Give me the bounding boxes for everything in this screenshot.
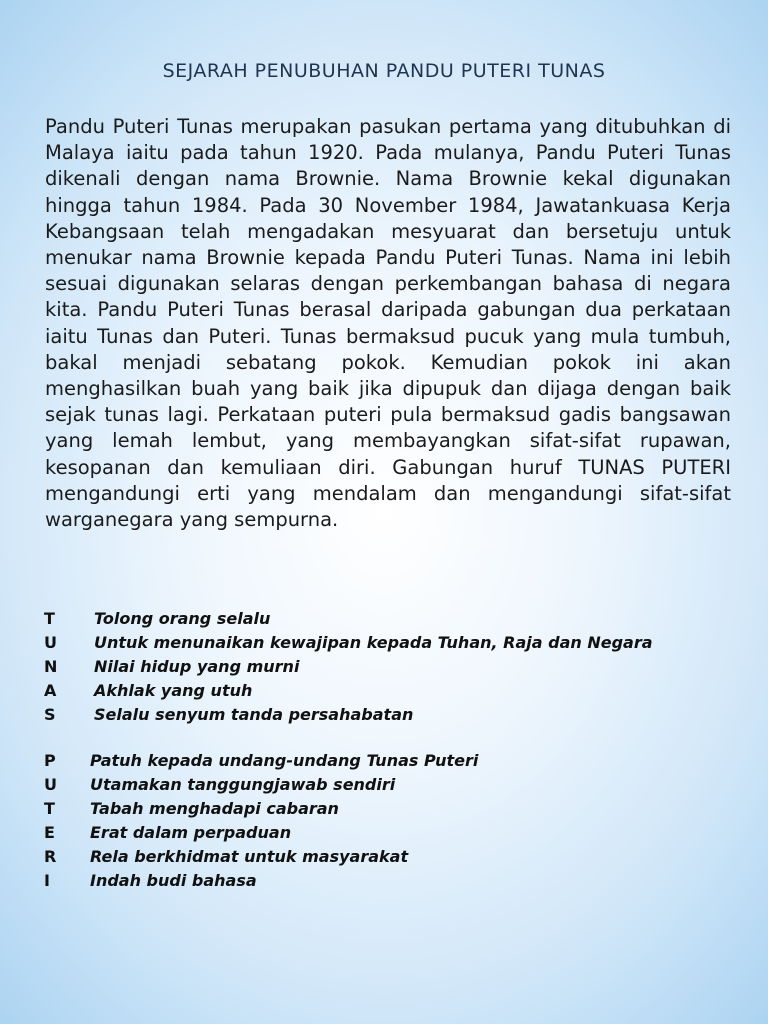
acronym-phrase: Patuh kepada undang-undang Tunas Puteri xyxy=(90,751,479,770)
acronym-letter: N xyxy=(44,657,58,676)
acronym-phrase: Indah budi bahasa xyxy=(90,871,257,890)
acronym-phrase: Erat dalam perpaduan xyxy=(90,823,292,842)
acronym-phrase: Akhlak yang utuh xyxy=(94,681,253,700)
list-item xyxy=(44,607,744,631)
list-item xyxy=(44,773,744,797)
acronym-letter: R xyxy=(44,847,57,866)
list-item xyxy=(44,821,744,845)
tunas-acronym-list xyxy=(44,607,744,727)
acronym-letter: A xyxy=(44,681,57,700)
acronym-phrase: Untuk menunaikan kewajipan kepada Tuhan, Raja dan Negara xyxy=(94,633,653,652)
acronym-phrase: Tolong orang selalu xyxy=(94,609,271,628)
acronym-letter: T xyxy=(44,799,55,818)
list-item xyxy=(44,655,744,679)
acronym-phrase: Nilai hidup yang murni xyxy=(94,657,300,676)
list-item xyxy=(44,679,744,703)
acronym-letter: I xyxy=(44,871,50,890)
list-item xyxy=(44,845,744,869)
acronym-letter: E xyxy=(44,823,55,842)
acronym-phrase: Selalu senyum tanda persahabatan xyxy=(94,705,414,724)
page-title: SEJARAH PENUBUHAN PANDU PUTERI TUNAS xyxy=(162,60,606,82)
list-item xyxy=(44,797,744,821)
list-item xyxy=(44,631,744,655)
acronym-letter: U xyxy=(44,775,57,794)
acronym-phrase: Rela berkhidmat untuk masyarakat xyxy=(90,847,409,866)
list-item xyxy=(44,749,744,773)
acronym-letter: U xyxy=(44,633,57,652)
acronym-phrase: Tabah menghadapi cabaran xyxy=(90,799,339,818)
acronym-phrase: Utamakan tanggungjawab sendiri xyxy=(90,775,396,794)
list-item xyxy=(44,869,744,893)
acronym-letter: T xyxy=(44,609,55,628)
history-paragraph: Pandu Puteri Tunas merupakan pasukan pertama yang ditubuhkan di Malaya iaitu pada tahun 1920. Pada mulanya, Pandu Puteri Tunas dikenali dengan nama Brownie. Nama Brownie kekal digunakan hingga tahun 1984. Pada 30 November 1984, Jawatankuasa Kerja Kebangsaan telah mengadakan mesyuarat dan bersetuju untuk menukar nama Brownie kepada Pandu Puteri Tunas. Nama ini lebih sesuai digunakan selaras dengan perkembangan bahasa di negara kita. Pandu Puteri Tunas berasal daripada gabungan dua perkataan iaitu Tunas dan Puteri. Tunas bermaksud pucuk yang mula tumbuh, bakal menjadi sebatang pokok. Kemudian pokok ini akan menghasilkan buah yang baik jika dipupuk dan dijaga dengan baik sejak tunas lagi. Perkataan puteri pula bermaksud gadis bangsawan yang lemah lembut, yang membayangkan sifat-sifat rupawan, kesopanan dan kemuliaan diri. Gabungan huruf TUNAS PUTERI mengandungi erti yang mendalam dan mengandungi sifat-sifat warganegara yang sempurna. xyxy=(45,115,731,532)
acronym-letter: P xyxy=(44,751,56,770)
puteri-acronym-list xyxy=(44,749,744,893)
list-item xyxy=(44,703,744,727)
acronym-letter: S xyxy=(44,705,56,724)
